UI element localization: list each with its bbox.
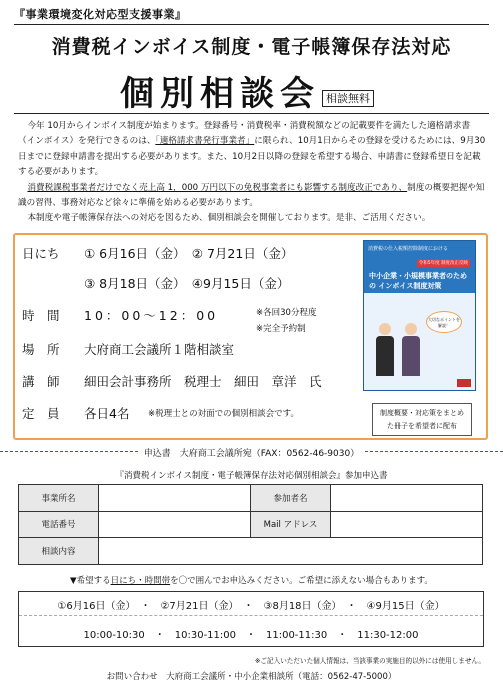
booklet-top-text: 消費税の仕入税額控除制度における bbox=[368, 246, 449, 252]
intro-paragraph-3: 本制度や電子帳簿保存法への対応を図るため、個別相談会を開催しております。是非、ご活用ください。 bbox=[27, 213, 431, 224]
businesswoman-illustration bbox=[402, 323, 420, 376]
application-form-table bbox=[18, 484, 483, 565]
business-name-label: 事業所名 bbox=[19, 485, 99, 512]
booklet-cover-image bbox=[363, 240, 476, 391]
businessman-illustration bbox=[376, 323, 394, 376]
business-name-field[interactable] bbox=[99, 485, 251, 512]
capacity-note: ※税理士との対面での個別相談会です。 bbox=[148, 409, 299, 419]
time-note-duration: ※各回30分程度 bbox=[256, 308, 317, 318]
participant-field[interactable] bbox=[331, 485, 483, 512]
dates-row: 日にち ① 6月16日（金） ② 7月21日（金） bbox=[22, 246, 294, 261]
lecturer-row: 講 師 細田会計事務所 税理士 細田 章洋 氏 bbox=[22, 374, 322, 389]
contact-info: お問い合わせ 大府商工会議所・中小企業相談所（電話：0562-47-5000） bbox=[106, 672, 397, 682]
page-subtitle: 個別相談会 bbox=[120, 74, 320, 114]
slot-divider bbox=[19, 615, 483, 616]
consultation-field[interactable] bbox=[99, 538, 483, 565]
booklet-badge: 令和5年度 制度改正反映 bbox=[418, 261, 468, 266]
consultation-label: 相談内容 bbox=[19, 538, 99, 565]
phone-field[interactable] bbox=[99, 511, 251, 538]
booklet-title: 中小企業・小規模事業者のための インボイス制度対策 bbox=[369, 272, 467, 290]
date-slot-options[interactable]: ①6月16日（金） ・ ②7月21日（金） ・ ③8月18日（金） ・ ④9月15日（金） bbox=[57, 601, 445, 612]
booklet-caption: 制度概要・対応策をまとめた冊子を希望者に配布 bbox=[372, 403, 472, 436]
mail-label: Mail アドレス bbox=[251, 511, 331, 538]
publisher-logo bbox=[457, 379, 471, 387]
time-row: 時 間 10：00～12：00 bbox=[22, 308, 219, 323]
selection-instruction: ▼希望する日にち・時間帯を〇で囲んでお申込みください。ご希望に添えない場合もあります。 bbox=[70, 576, 433, 586]
slot-selection-box bbox=[18, 591, 484, 647]
application-form-title: 『消費税インボイス制度・電子帳簿保存法対応個別相談会』参加申込書 bbox=[115, 471, 388, 481]
mail-field[interactable] bbox=[331, 511, 483, 538]
title-divider-top bbox=[14, 24, 489, 25]
booklet-illustration bbox=[364, 293, 475, 390]
phone-label: 電話番号 bbox=[19, 511, 99, 538]
time-slot-options[interactable]: 10:00-10:30 ・ 10:30-11:00 ・ 11:00-11:30 ・ 11:30-12:00 bbox=[83, 630, 419, 641]
participant-label: 参加者名 bbox=[251, 485, 331, 512]
program-tag: 『事業環境変化対応型支援事業』 bbox=[14, 8, 187, 21]
page-title: 消費税インボイス制度・電子帳簿保存法対応 bbox=[51, 36, 452, 58]
title-divider-bottom bbox=[14, 113, 489, 114]
place-row: 場 所 大府商工会議所１階相談室 bbox=[22, 342, 235, 357]
free-badge: 相談無料 bbox=[322, 90, 374, 107]
privacy-note: ※ご記入いただいた個人情報は、当該事業の実施目的以外には使用しません。 bbox=[254, 657, 485, 665]
capacity-row: 定 員 各日4名 bbox=[22, 406, 130, 421]
speech-bubble: 大切なポイントを解説！ bbox=[426, 311, 462, 333]
time-note-reservation: ※完全予約制 bbox=[256, 324, 306, 334]
intro-paragraph-1: 今年 10月からインボイス制度が始まります。登録番号・消費税率・消費税額などの記載要件を満たした適格請求書（インボイス）を発行できるのは、「適格請求書発行事業者」に限られ、10月1日からその登録を受けるためには、9月30日までに登録申請書を提出する必要があります。また、10月2日以降の登録を希望する場合、申請書に登録希望日を記載する必要があります。 bbox=[18, 121, 486, 178]
intro-paragraph-2: 消費税課税事業者だけでなく売上高 1，000 万円以下の免税事業者にも影響する制度改正であり、制度の概要把握や知識の習得、事務対応など徐々に準備を始める必要があります。 bbox=[18, 182, 485, 209]
dates-row-2: ③ 8月18日（金） ④9月15日（金） bbox=[84, 276, 290, 291]
application-header: 申込書 大府商工会議所宛（FAX：0562-46-9030） bbox=[0, 446, 503, 459]
intro-text bbox=[18, 119, 487, 227]
